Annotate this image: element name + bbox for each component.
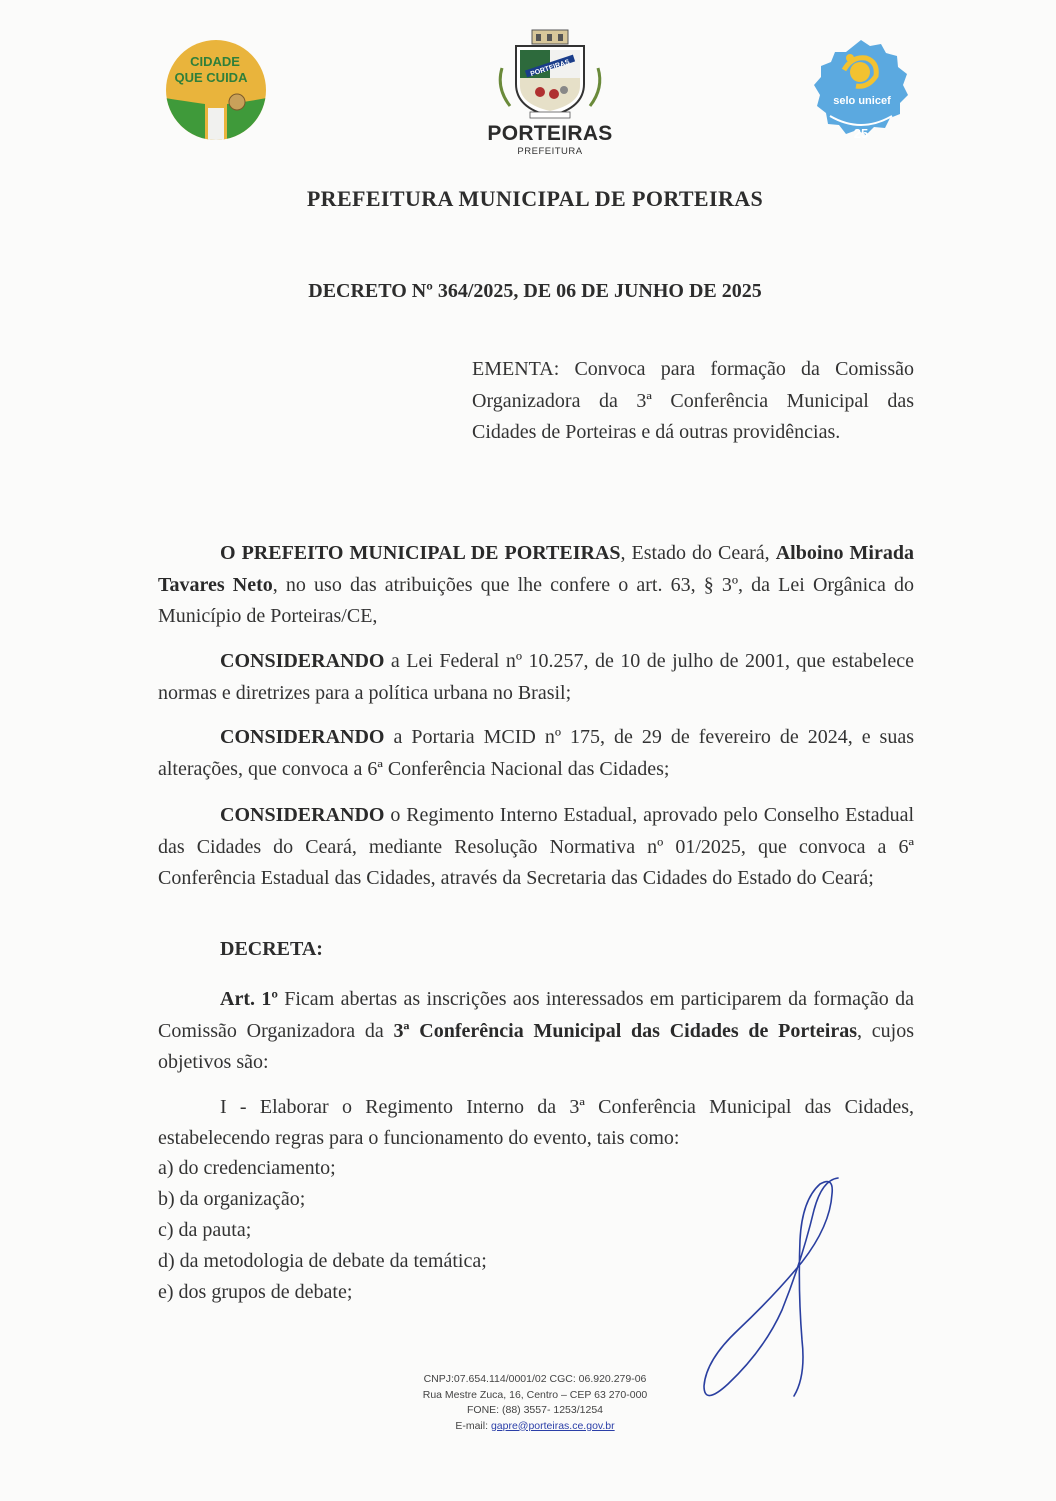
crest-icon [480,28,620,122]
p1-text-2: , no uso das atribuições que lhe confere o art. 63, § 3º, da Lei Orgânica do Município de Porteiras/CE, [158,573,914,627]
art1-text-1: Ficam abertas as inscrições aos interessados em participarem da formação da Comissão Organizadora da [158,988,914,1042]
page-title: PREFEITURA MUNICIPAL DE PORTEIRAS [306,186,764,211]
art1-text-2: , cujos objetivos são: [158,1019,914,1073]
p3-bold: CONSIDERANDO [220,726,385,748]
art1-label: Art. 1º [220,988,278,1010]
list-item: c) da pauta; [158,1219,252,1241]
logo-left-line1: CIDADE [190,54,240,69]
ementa-label: EMENTA: [472,358,560,380]
p2-bold: CONSIDERANDO [220,650,385,672]
footer-email-label: E-mail: [455,1419,491,1432]
p2-text: a Lei Federal nº 10.257, de 10 de julho de 2001, que estabelece normas e diretrizes para a política urbana no Brasil; [158,650,914,704]
footer-contact [380,1372,690,1434]
ementa-text: Convoca para formação da Comissão Organizadora da 3ª Conferência Municipal das Cidades de Porteiras e dá outras providências. [472,358,914,443]
paragraph-considerando-2 [158,722,914,785]
cidade-que-cuida-logo [165,40,267,140]
list-item: e) dos grupos de debate; [158,1281,353,1303]
footer-phone: FONE: (88) 3557- 1253/1254 [467,1404,603,1416]
ementa-block [472,354,914,449]
handwritten-signature [690,1170,870,1410]
paragraph-considerando-1 [158,646,914,709]
p1-bold-1: O PREFEITO MUNICIPAL DE PORTEIRAS [220,542,621,564]
decree-title: DECRETO Nº 364/2025, DE 06 DE JUNHO DE 2025 [308,280,762,302]
p1-bold-2: Alboino Mirada Tavares Neto [158,542,914,596]
unicef-logo-number: 25 [853,126,869,141]
list-item: b) da organização; [158,1188,306,1210]
list-item: d) da metodologia de debate da temática; [158,1250,487,1272]
paragraph-considerando-3 [158,800,914,895]
porteiras-crest-logo [480,28,620,160]
list-item: a) do credenciamento; [158,1157,336,1179]
subitem-list [158,1153,758,1308]
footer-email-link[interactable]: gapre@porteiras.ce.gov.br [490,1419,615,1432]
paragraph-art1 [158,984,914,1079]
unicef-logo-text: selo unicef [833,95,891,107]
p3-text: a Portaria MCID nº 175, de 29 de fevereiro de 2024, e suas alterações, que convoca a 6ª Conferência Nacional das Cidades; [158,726,914,780]
crest-banner-text: PORTEIRAS [529,58,571,79]
footer-address: Rua Mestre Zuca, 16, Centro – CEP 63 270-000 [422,1388,648,1401]
crest-subtitle: PREFEITURA [517,146,583,157]
footer-email-line [380,1419,690,1435]
p4-bold: CONSIDERANDO [220,804,385,826]
crest-name: PORTEIRAS [487,122,613,145]
art1-bold: 3ª Conferência Municipal das Cidades de Porteiras [393,1019,858,1042]
p4-text: o Regimento Interno Estadual, aprovado pelo Conselho Estadual das Cidades do Ceará, mediante Resolução Normativa nº 01/2025, que convoca a 6ª Conferência Estadual das Cidades, através da Secretaria das Cidades do Estado do Ceará; [158,804,914,889]
logo-left-line2: QUE CUIDA [174,70,248,85]
paragraph-prefeito [158,538,914,633]
paragraph-item-i: I - Elaborar o Regimento Interno da 3ª Conferência Municipal das Cidades, estabelecendo regras para o funcionamento do evento, tais como: [158,1096,914,1149]
selo-unicef-logo [808,36,914,148]
footer-cnpj: CNPJ:07.654.114/0001/02 CGC: 06.920.279-06 [423,1373,647,1385]
decreta-heading: DECRETA: [220,938,323,960]
p1-text-1: , Estado do Ceará, [620,542,776,564]
